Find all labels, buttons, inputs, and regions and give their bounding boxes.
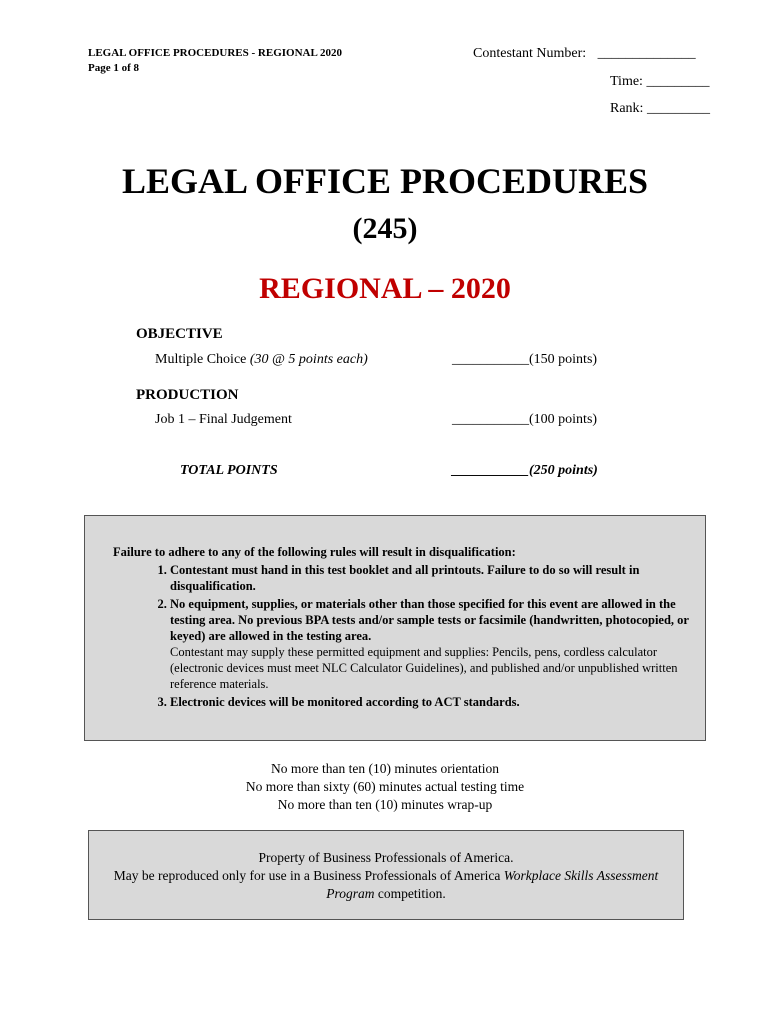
rank-field[interactable] (610, 101, 710, 117)
page-title: LEGAL OFFICE PROCEDURES (121, 161, 649, 201)
contestant-number-label: Contestant Number: (473, 46, 587, 61)
rule-item-3 (170, 694, 693, 710)
property-notice (88, 830, 684, 920)
event-line: LEGAL OFFICE PROCEDURES - REGIONAL 2020 (88, 47, 342, 59)
property-line-3 (89, 885, 683, 903)
timing-info (0, 760, 770, 814)
rule-item-1 (170, 562, 693, 594)
page-number: Page 1 of 8 (88, 62, 140, 74)
header-left (88, 46, 342, 76)
time-blank: _________ (646, 74, 710, 89)
rank-blank: _________ (646, 101, 710, 116)
property-line-1: Property of Business Professionals of America. (258, 850, 514, 865)
timing-orientation: No more than ten (10) minutes orientation (271, 761, 499, 776)
time-label: Time: (610, 74, 643, 89)
objective-item-note: (30 @ 5 points each) (249, 352, 368, 367)
property-line-3-italic: Program (326, 886, 375, 901)
timing-testing: No more than sixty (60) minutes actual testing time (245, 779, 525, 794)
rule-2-text: No equipment, supplies, or materials other than those specified for this event are allowed in the testing area. No previous BPA tests and/or sample tests or facsimile (handwritten, photocopied, or keyed) are allowed in the testing area. (170, 597, 689, 643)
total-points-value[interactable]: ___________(250 points) (452, 463, 598, 478)
rule-item-2 (170, 596, 693, 692)
total-points-label: TOTAL POINTS (180, 463, 278, 478)
production-heading: PRODUCTION (136, 387, 239, 403)
rules-intro: Failure to adhere to any of the following rules will result in disqualification: (113, 545, 516, 559)
property-line-2-italic: Workplace Skills Assessment (503, 868, 659, 883)
production-points[interactable]: ___________(100 points) (452, 412, 598, 427)
property-line-2 (89, 867, 683, 885)
objective-item-label: Multiple Choice (155, 352, 247, 367)
competition-level: REGIONAL – 2020 (259, 272, 511, 305)
objective-points[interactable]: ___________(150 points) (452, 352, 598, 367)
rule-2-note: Contestant may supply these permitted equipment and supplies: Pencils, pens, cordless calculator (electronic devices must meet NLC Calculator Guidelines), and published and/or unpublished written reference materials. (170, 645, 678, 691)
timing-wrapup: No more than ten (10) minutes wrap-up (277, 797, 493, 812)
time-field[interactable] (610, 74, 709, 90)
rule-1-text: Contestant must hand in this test booklet and all printouts. Failure to do so will result in disqualification. (170, 563, 640, 593)
objective-heading: OBJECTIVE (136, 326, 223, 342)
contestant-number-field[interactable] (473, 46, 696, 62)
rules-box (84, 515, 706, 741)
property-line-2-text: May be reproduced only for use in a Business Professionals of America (113, 868, 504, 883)
objective-item (155, 352, 368, 368)
production-item: Job 1 – Final Judgement (155, 412, 292, 427)
contestant-number-blank: ______________ (597, 46, 696, 61)
rank-label: Rank: (610, 101, 644, 116)
rule-3-text: Electronic devices will be monitored according to ACT standards. (170, 695, 520, 709)
rules-content (113, 544, 693, 712)
event-code: (245) (352, 212, 418, 245)
property-line-3-text: competition. (374, 886, 446, 901)
